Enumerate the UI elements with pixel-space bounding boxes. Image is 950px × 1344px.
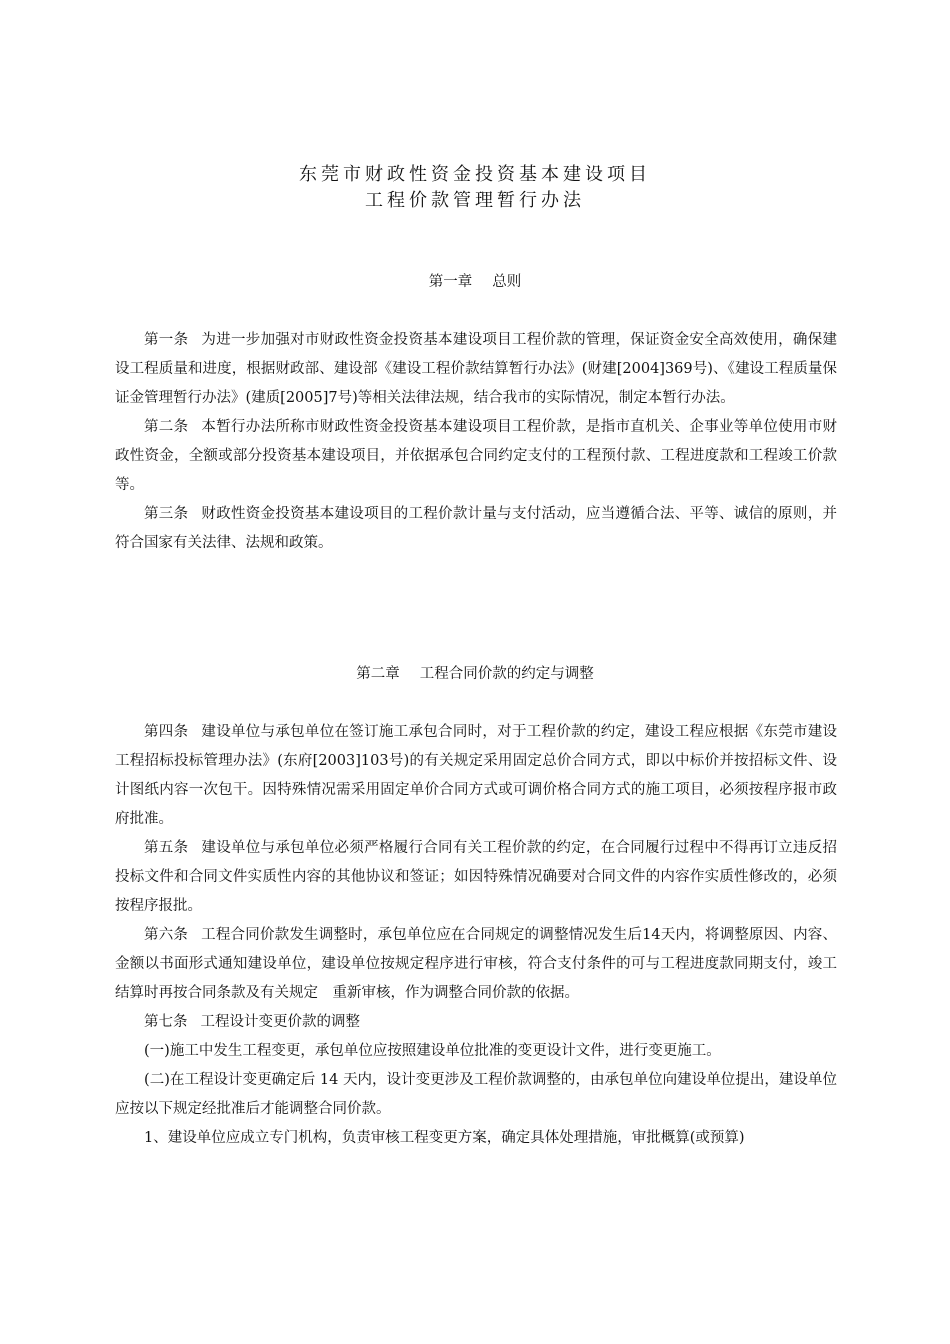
chapter1-heading [0, 271, 950, 293]
chapter1-body [115, 326, 837, 558]
article-label: 第三条 [144, 506, 189, 522]
article-label: 第二条 [144, 419, 189, 435]
article-label: 第四条 [144, 724, 189, 740]
clause-2: (二)在工程设计变更确定后 14 天内，设计变更涉及工程价款调整的，由承包单位向建设单位提出，建设单位应按以下规定经批准后才能调整合同价款。 [115, 1072, 837, 1117]
clause-3: 1、建设单位应成立专门机构，负责审核工程变更方案，确定具体处理措施，审批概算(或预算) [144, 1130, 745, 1146]
article-label: 第一条 [144, 332, 189, 348]
chapter2-body [115, 718, 837, 1153]
article-label: 第七条 [144, 1014, 188, 1030]
document-title-line2: 工程价款管理暂行办法 [365, 190, 585, 211]
article-6 [115, 921, 837, 1008]
article-2 [115, 413, 837, 500]
clause-1: (一)施工中发生工程变更，承包单位应按照建设单位批准的变更设计文件，进行变更施工。 [144, 1043, 721, 1059]
article-text: 本暂行办法所称市财政性资金投资基本建设项目工程价款，是指市直机关、企事业等单位使用市财政性资金，全额或部分投资基本建设项目，并依据承包合同约定支付的工程预付款、工程进度款和工程竣工价款等。 [115, 419, 838, 493]
article-text: 建设单位与承包单位在签订施工承包合同时，对于工程价款的约定，建设工程应根据《东莞市建设工程招标投标管理办法》(东府[2003]103号)的有关规定采用固定总价合同方式，即以中标价并按招标文件、设计图纸内容一次包干。因特殊情况需采用固定单价合同方式或可调价格合同方式的施工项目，必须按程序报市政府批准。 [115, 724, 838, 827]
article-text: 为进一步加强对市财政性资金投资基本建设项目工程价款的管理，保证资金安全高效使用，确保建设工程质量和进度，根据财政部、建设部《建设工程价款结算暂行办法》(财建[2004]369号)、《建设工程质量保证金管理暂行办法》(建质[2005]7号)等相关法律法规，结合我市的实际情况，制定本暂行办法。 [115, 332, 838, 406]
article-label: 第六条 [144, 927, 189, 943]
article-3 [115, 500, 837, 558]
article-text: 建设单位与承包单位必须严格履行合同有关工程价款的约定，在合同履行过程中不得再订立违反招投标文件和合同文件实质性内容的其他协议和签证；如因特殊情况确要对合同文件的内容作实质性修改的，必须按程序报批。 [115, 840, 838, 914]
article-5 [115, 834, 837, 921]
article-text: 工程设计变更价款的调整 [200, 1014, 361, 1030]
chapter2-heading [0, 663, 950, 685]
article-7 [115, 1008, 837, 1037]
article-text: 工程合同价款发生调整时，承包单位应在合同规定的调整情况发生后14天内，将调整原因、内容、金额以书面形式通知建设单位，建设单位按规定程序进行审核，符合支付条件的可与工程进度款同期支付，竣工结算时再按合同条款及有关规定 重新审核，作为调整合同价款的依据。 [115, 927, 838, 1001]
chapter1-name: 总则 [492, 274, 522, 290]
article-label: 第五条 [144, 840, 189, 856]
chapter2-number: 第二章 [356, 666, 400, 682]
article-4 [115, 718, 837, 834]
article-1 [115, 326, 837, 413]
chapter1-number: 第一章 [428, 274, 473, 290]
article-text: 财政性资金投资基本建设项目的工程价款计量与支付活动，应当遵循合法、平等、诚信的原则，并符合国家有关法律、法规和政策。 [115, 506, 838, 551]
document-title-line1: 东莞市财政性资金投资基本建设项目 [299, 164, 651, 185]
chapter2-name: 工程合同价款的约定与调整 [419, 666, 594, 682]
